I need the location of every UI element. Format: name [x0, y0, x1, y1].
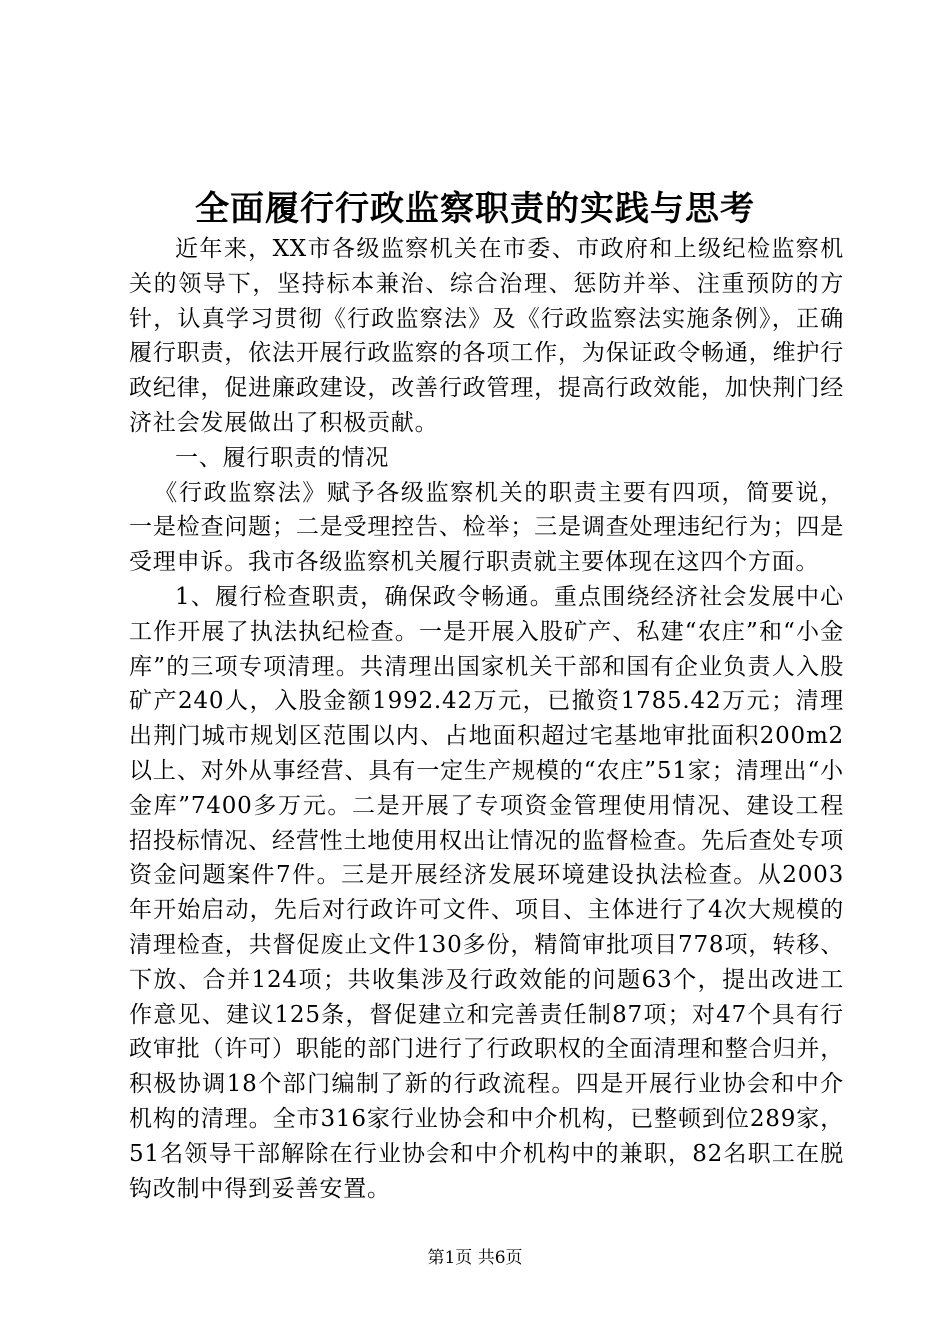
- document-body: [129, 232, 844, 1206]
- page-number-footer: 第1页 共6页: [427, 1248, 523, 1268]
- body-paragraph: 《行政监察法》赋予各级监察机关的职责主要有四项，简要说，一是检查问题；二是受理控告、检举；三是调查处理违纪行为；四是受理申诉。我市各级监察机关履行职责就主要体现在这四个方面。: [129, 479, 844, 576]
- intro-paragraph: 近年来，XX市各级监察机关在市委、市政府和上级纪检监察机关的领导下，坚持标本兼治、综合治理、惩防并举、注重预防的方针，认真学习贯彻《行政监察法》及《行政监察法实施条例》，正确履行职责，依法开展行政监察的各项工作，为保证政令畅通，维护行政纪律，促进廉政建设，改善行政管理，提高行政效能，加快荆门经济社会发展做出了积极贡献。: [129, 236, 844, 436]
- body-paragraph: 1、履行检查职责，确保政令畅通。重点围绕经济社会发展中心工作开展了执法执纪检查。一是开展入股矿产、私建“农庄”和“小金库”的三项专项清理。共清理出国家机关干部和国有企业负责人入股矿产240人，入股金额1992.42万元，已撤资1785.42万元；清理出荆门城市规划区范围以内、占地面积超过宅基地审批面积200m2以上、对外从事经营、具有一定生产规模的“农庄”51家；清理出“小金库”7400多万元。二是开展了专项资金管理使用情况、建设工程招投标情况、经营性土地使用权出让情况的监督检查。先后查处专项资金问题案件7件。三是开展经济发展环境建设执法检查。从2003年开始启动，先后对行政许可文件、项目、主体进行了4次大规模的清理检查，共督促废止文件130多份，精简审批项目778项，转移、下放、合并124项；共收集涉及行政效能的问题63个，提出改进工作意见、建议125条，督促建立和完善责任制87项；对47个具有行政审批（许可）职能的部门进行了行政职权的全面清理和整合归并，积极协调18个部门编制了新的行政流程。四是开展行业协会和中介机构的清理。全市316家行业协会和中介机构，已整顿到位289家，51名领导干部解除在行业协会和中介机构中的兼职，82名职工在脱钩改制中得到妥善安置。: [129, 583, 844, 1202]
- document-title: 全面履行行政监察职责的实践与思考: [195, 189, 755, 229]
- section-heading: 一、履行职责的情况: [175, 444, 390, 471]
